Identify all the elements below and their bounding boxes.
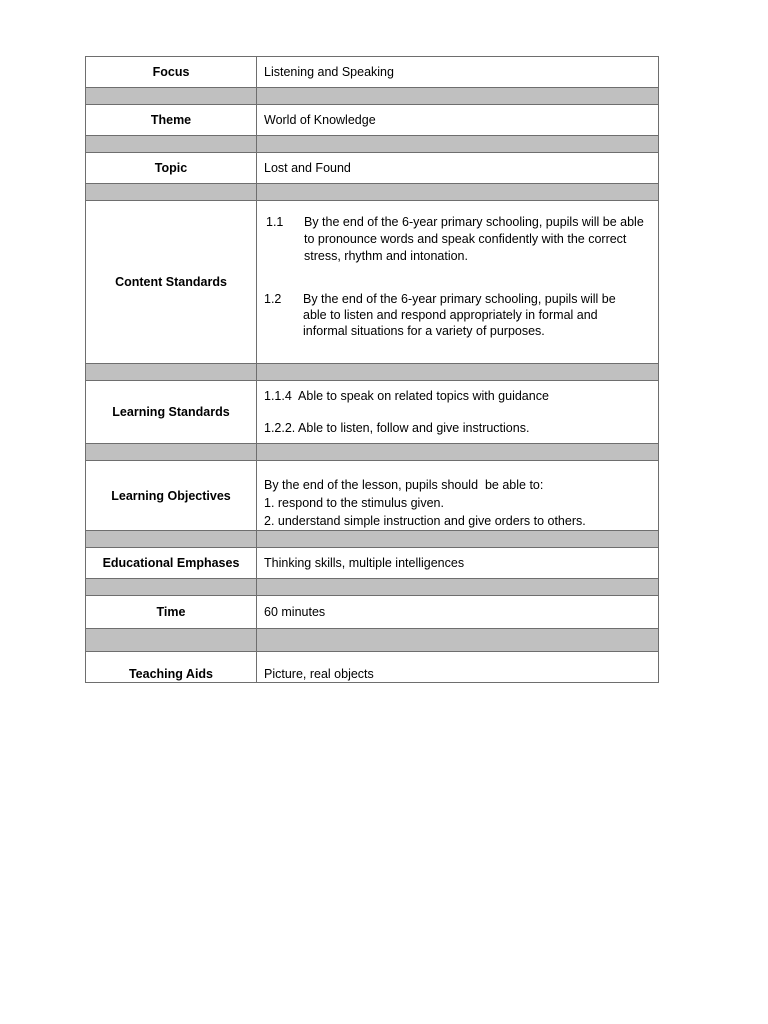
learning-standards-row [86,381,659,444]
content-standard-text: By the end of the 6-year primary schooling, pupils will be able to pronounce words and speak confidently with the correct stress, rhythm and intonation. [304,215,644,263]
educational-emphases-row [86,548,659,579]
learning-objective-line: 1. respond to the stimulus given. [264,496,444,510]
theme-value: World of Knowledge [257,105,659,136]
separator-row [86,444,659,461]
theme-row [86,105,659,136]
focus-value: Listening and Speaking [257,57,659,88]
content-standard-item [264,291,652,339]
teaching-aids-value: Picture, real objects [257,652,659,683]
lesson-plan-table [85,56,659,683]
learning-objectives-value [257,461,659,531]
time-row [86,596,659,629]
learning-objectives-label: Learning Objectives [86,461,257,531]
learning-standards-value [257,381,659,444]
learning-objective-line: 2. understand simple instruction and give orders to others. [264,514,586,528]
focus-row [86,57,659,88]
educational-emphases-value: Thinking skills, multiple intelligences [257,548,659,579]
content-standards-value [257,201,659,364]
theme-label: Theme [86,105,257,136]
content-standard-text: By the end of the 6-year primary schooling, pupils will be able to listen and respond appropriately in formal and informal situations for a variety of purposes. [303,292,616,338]
separator-row [86,531,659,548]
separator-row [86,579,659,596]
separator-row [86,88,659,105]
learning-objective-line: By the end of the lesson, pupils should be able to: [264,478,544,492]
focus-label: Focus [86,57,257,88]
content-standards-label: Content Standards [86,201,257,364]
separator-row [86,629,659,652]
learning-objectives-row [86,461,659,531]
separator-row [86,184,659,201]
learning-standards-label: Learning Standards [86,381,257,444]
learning-standard-line: 1.1.4 Able to speak on related topics with guidance [264,389,549,403]
teaching-aids-row [86,652,659,683]
teaching-aids-label: Teaching Aids [86,652,257,683]
topic-value: Lost and Found [257,153,659,184]
content-standard-number: 1.1 [266,215,284,229]
topic-row [86,153,659,184]
topic-label: Topic [86,153,257,184]
content-standard-item [264,214,652,265]
learning-standard-line: 1.2.2. Able to listen, follow and give instructions. [264,421,530,435]
content-standards-row [86,201,659,364]
content-standard-number: 1.2 [264,292,282,306]
time-label: Time [86,596,257,629]
educational-emphases-label: Educational Emphases [86,548,257,579]
separator-row [86,364,659,381]
separator-row [86,136,659,153]
time-value: 60 minutes [257,596,659,629]
